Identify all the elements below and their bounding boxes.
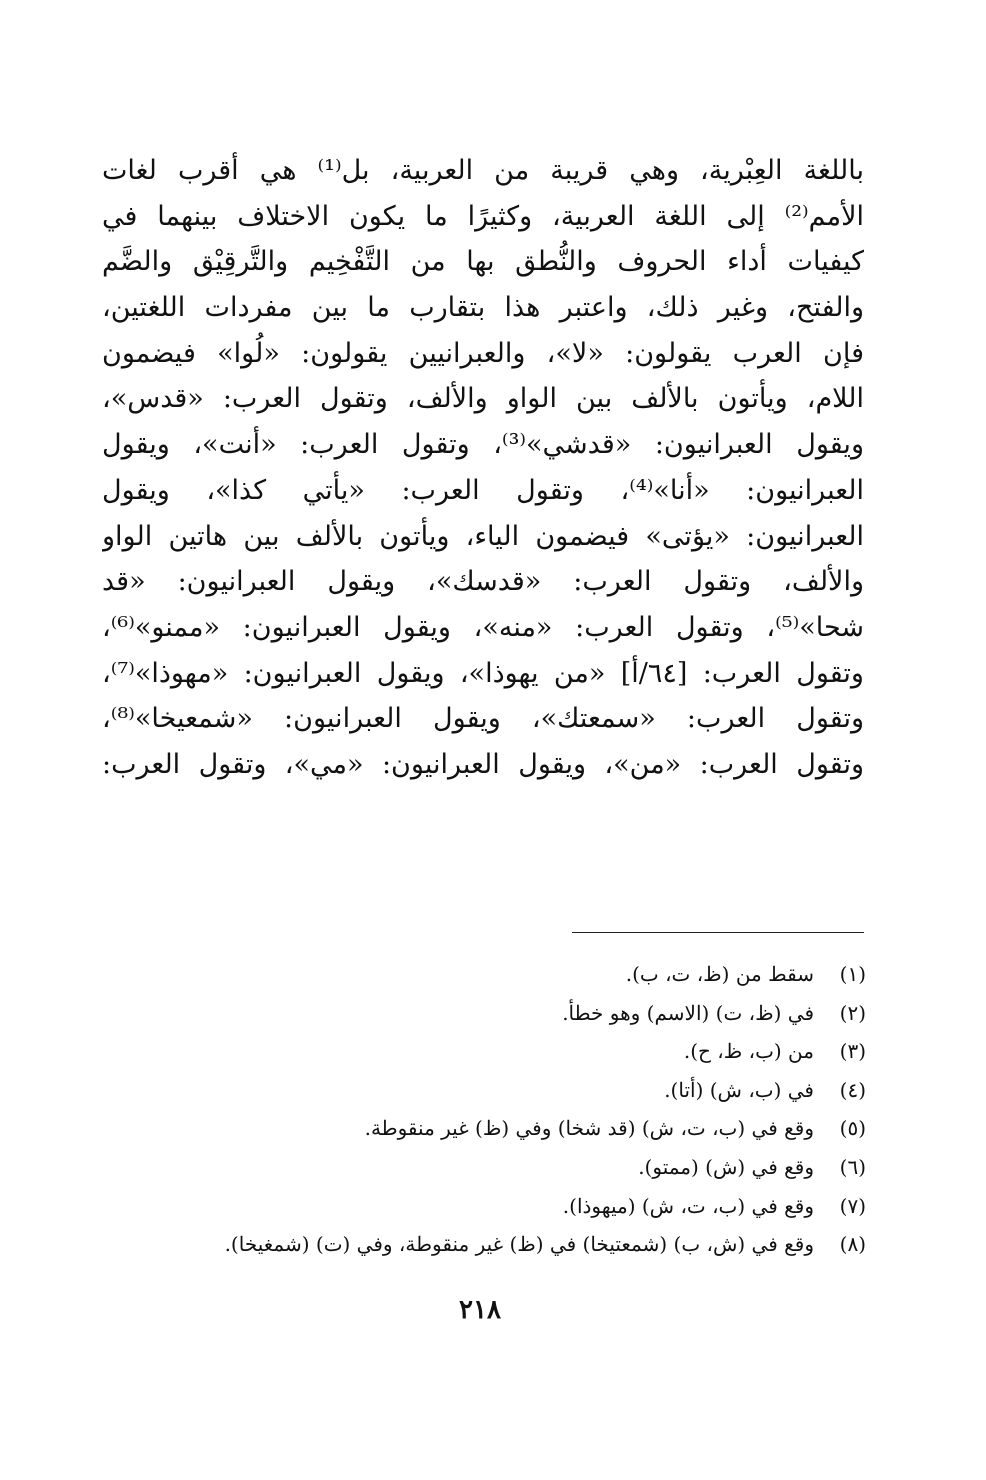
text-line: كيفيات أداء الحروف والنُّطق بها من التَّفْخِيم والتَّرقِيْق والضَّم (102, 246, 864, 278)
footnote-number: (٧) (839, 1193, 866, 1218)
text-line: وتقول العرب: [٦٤/أ] «من يهوذا»، ويقول العبرانيون: «مهوذا»⁽⁷⁾، (102, 657, 864, 689)
text-line: والألف، وتقول العرب: «قدسك»، ويقول العبرانيون: «قد (102, 566, 864, 598)
footnote-text: سقط من (ظ، ت، ب). (625, 962, 814, 986)
text-line: باللغة العِبْرية، وهي قريبة من العربية، بل⁽¹⁾ هي أقرب لغات (102, 155, 864, 186)
footnote-number: (٤) (839, 1077, 866, 1102)
footnote (106, 1225, 866, 1264)
footnote (106, 1148, 866, 1187)
footnote-separator (572, 932, 864, 933)
footnote-number: (٥) (839, 1116, 866, 1141)
footnotes (106, 955, 866, 1264)
footnote-text: في (ظ، ت) (الاسم) وهو خطأ. (562, 1000, 814, 1025)
footnote (106, 1109, 866, 1148)
text-line: اللام، ويأتون بالألف بين الواو والألف، وتقول العرب: «قدس»، (102, 383, 864, 415)
text-line: شحا»⁽⁵⁾، وتقول العرب: «منه»، ويقول العبرانيون: «ممنو»⁽⁶⁾، (102, 611, 864, 643)
footnote-text: وقع في (ب، ت، ش) (ميهوذا). (562, 1193, 814, 1218)
footnote-number: (١) (839, 962, 866, 986)
footnote-text: وقع في (ش، ب) (شمعتيخا) في (ظ) غير منقوطة، وفي (ت) (شمغيخا). (224, 1232, 814, 1257)
footnote-text: في (ب، ش) (أتا). (664, 1077, 814, 1102)
footnote-number: (٣) (839, 1039, 866, 1064)
footnote (106, 994, 866, 1033)
text-line: العبرانيون: «يؤتى» فيضمون الياء، ويأتون بالألف بين هاتين الواو (102, 520, 864, 552)
footnote (106, 955, 866, 994)
text-line: فإن العرب يقولون: «لا»، والعبرانيين يقولون: «لُوا» فيضمون (102, 337, 864, 369)
footnote-number: (٦) (839, 1154, 866, 1179)
text-line: الأمم⁽²⁾ إلى اللغة العربية، وكثيرًا ما يكون الاختلاف بينهما في (102, 200, 864, 232)
text-line: وتقول العرب: «سمعتك»، ويقول العبرانيون: «شمعيخا»⁽⁸⁾، (102, 703, 864, 735)
text-line: ويقول العبرانيون: «قدشي»⁽³⁾، وتقول العرب: «أنت»، ويقول (102, 429, 864, 461)
footnote-text: وقع في (ش) (ممتو). (638, 1154, 814, 1179)
footnote-text: من (ب، ظ، ح). (683, 1039, 814, 1064)
footnote-number: (٢) (839, 1000, 866, 1025)
footnote-number: (٨) (839, 1232, 866, 1257)
footnote (106, 1187, 866, 1226)
footnote (106, 1032, 866, 1071)
text-line: وتقول العرب: «من»، ويقول العبرانيون: «مي»، وتقول العرب: (102, 748, 864, 780)
main-text (102, 148, 864, 788)
text-line: العبرانيون: «أنا»⁽⁴⁾، وتقول العرب: «يأتي كذا»، ويقول (102, 474, 864, 506)
text-line: والفتح، وغير ذلك، واعتبر هذا بتقارب ما بين مفردات اللغتين، (102, 292, 864, 324)
footnote-text: وقع في (ب، ت، ش) (قد شخا) وفي (ظ) غير منقوطة. (364, 1116, 814, 1141)
page-number: ٢١٨ (459, 1295, 501, 1325)
footnote (106, 1071, 866, 1110)
